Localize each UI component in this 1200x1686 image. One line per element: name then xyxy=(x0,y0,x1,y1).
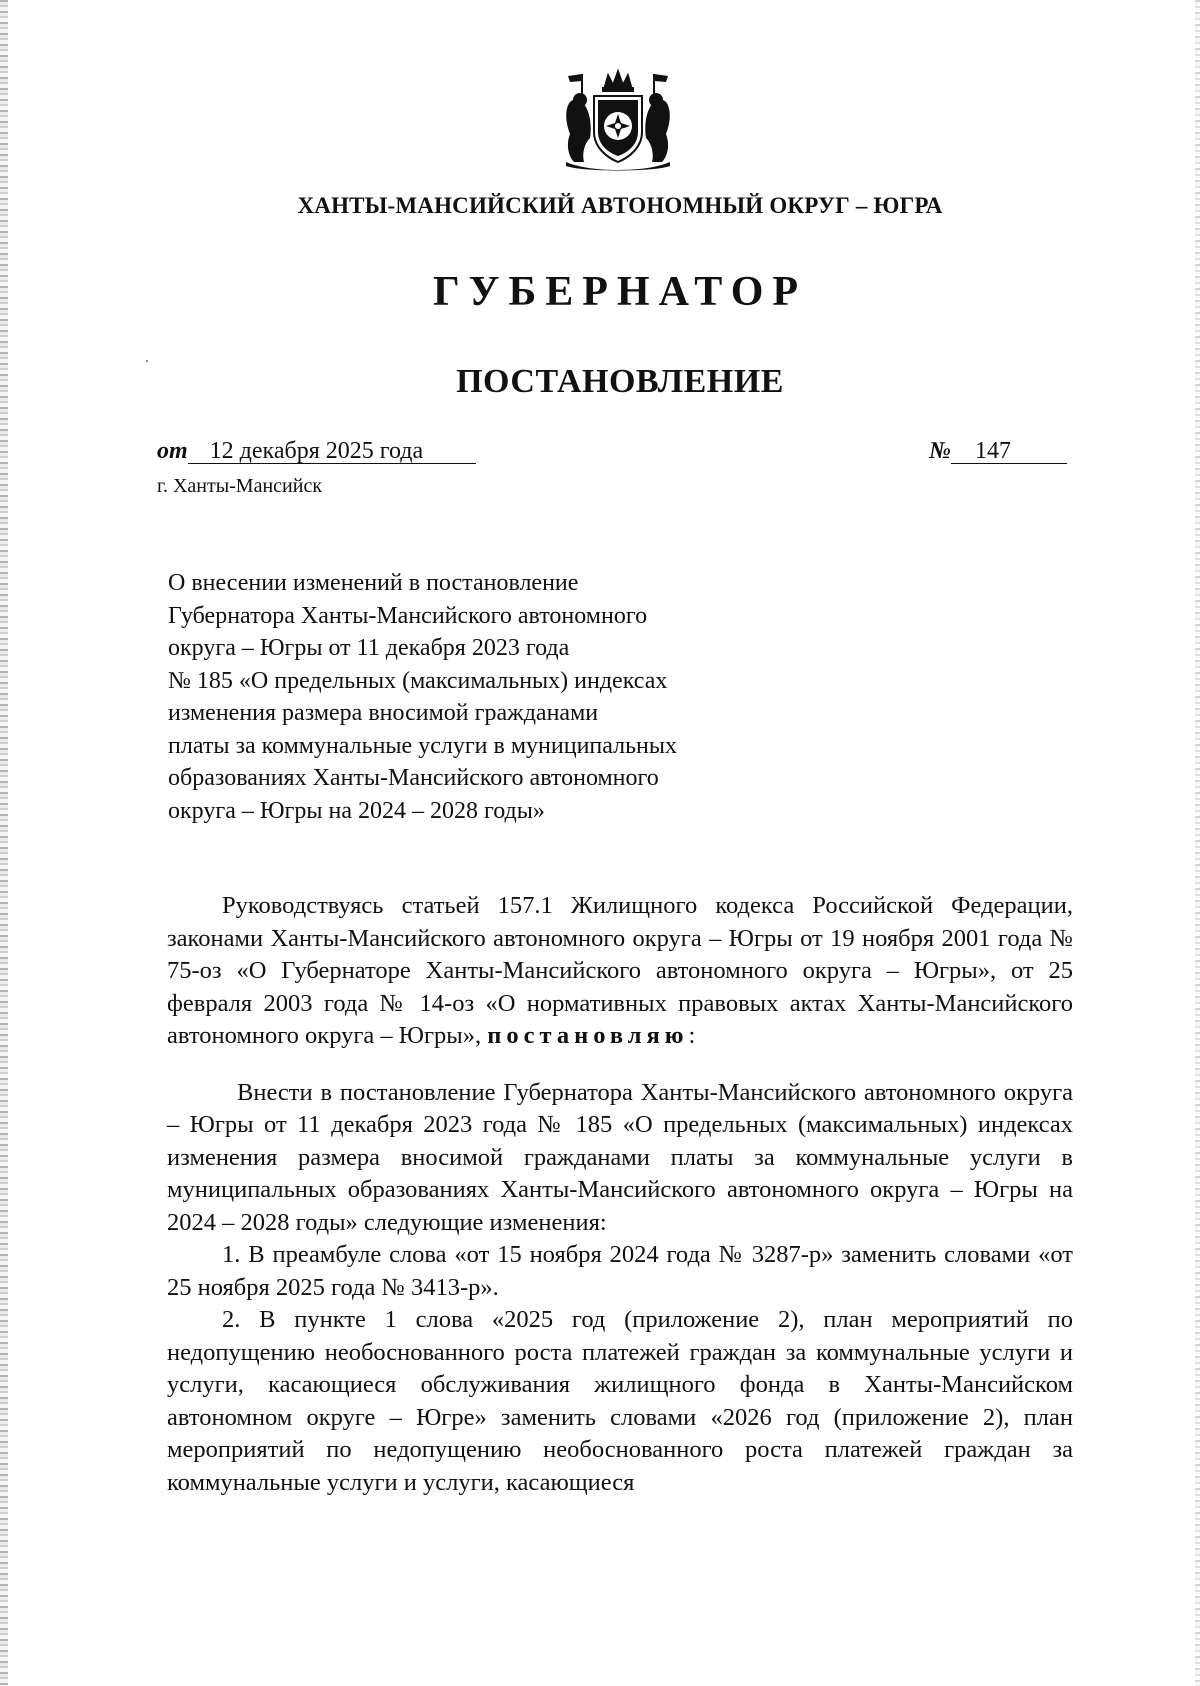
title-line: Губернатора Ханты-Мансийского автономного xyxy=(168,602,648,629)
preamble-paragraph xyxy=(167,890,1073,1053)
number-prefix: № xyxy=(929,438,951,464)
date-prefix: от xyxy=(157,438,188,464)
document-title xyxy=(168,567,788,827)
number-line xyxy=(929,438,1067,465)
coat-of-arms-icon xyxy=(560,66,676,172)
scan-edge-left xyxy=(0,0,8,1686)
decree-word: постановляю xyxy=(487,1022,689,1049)
document-type: ПОСТАНОВЛЕНИЕ xyxy=(456,363,784,400)
title-line: платы за коммунальные услуги в муниципальных xyxy=(168,732,678,759)
document-body xyxy=(167,890,1073,1499)
item-1-paragraph: 1. В преамбуле слова «от 15 ноября 2024 года № 3287-р» заменить словами «от 25 ноября 2025 года № 3413-р». xyxy=(167,1241,1073,1301)
document-number: 147 xyxy=(951,439,1067,464)
document-date: 12 декабря 2025 года xyxy=(188,439,476,464)
region-name: ХАНТЫ-МАНСИЙСКИЙ АВТОНОМНЫЙ ОКРУГ – ЮГРА xyxy=(297,193,943,218)
decree-colon: : xyxy=(688,1022,696,1049)
title-line: изменения размера вносимой гражданами xyxy=(168,700,599,726)
date-line xyxy=(157,438,476,465)
scan-edge-right xyxy=(1195,0,1200,1686)
preamble-text: Руководствуясь статьей 157.1 Жилищного кодекса Российской Федерации, законами Ханты-Мансийского автономного округа – Югры от 19 ноября 2001 года № 75-оз «О Губернаторе Ханты-Мансийского автономного округа – Югры», от 25 февраля 2003 года № 14-оз «О нормативных правовых актах Ханты-Мансийского автономного округа – Югры», xyxy=(167,892,1073,1049)
title-line: округа – Югры от 11 декабря 2023 года xyxy=(168,635,570,661)
scan-artifact xyxy=(146,360,148,362)
city: г. Ханты-Мансийск xyxy=(157,475,323,497)
authority-title: ГУБЕРНАТОР xyxy=(432,269,808,315)
title-line: № 185 «О предельных (максимальных) индексах xyxy=(168,667,668,694)
title-line: образованиях Ханты-Мансийского автономного xyxy=(168,765,659,791)
item-2-paragraph: 2. В пункте 1 слова «2025 год (приложение 2), план мероприятий по недопущению необоснованного роста платежей граждан за коммунальные услуги и услуги, касающиеся обслуживания жилищного фонда в Ханты-Мансийском автономном округе – Югре» заменить словами «2026 год (приложение 2), план мероприятий по недопущению необоснованного роста платежей граждан за коммунальные услуги и услуги, касающиеся xyxy=(167,1306,1073,1496)
title-line: О внесении изменений в постановление xyxy=(168,570,579,596)
title-line: округа – Югры на 2024 – 2028 годы» xyxy=(168,797,545,824)
instruction-paragraph: Внести в постановление Губернатора Ханты-Мансийского автономного округа – Югры от 11 декабря 2023 года № 185 «О предельных (максимальных) индексах изменения размера вносимой гражданами платы за коммунальные услуги в муниципальных образованиях Ханты-Мансийского автономного округа – Югры на 2024 – 2028 годы» следующие изменения: xyxy=(167,1078,1073,1236)
